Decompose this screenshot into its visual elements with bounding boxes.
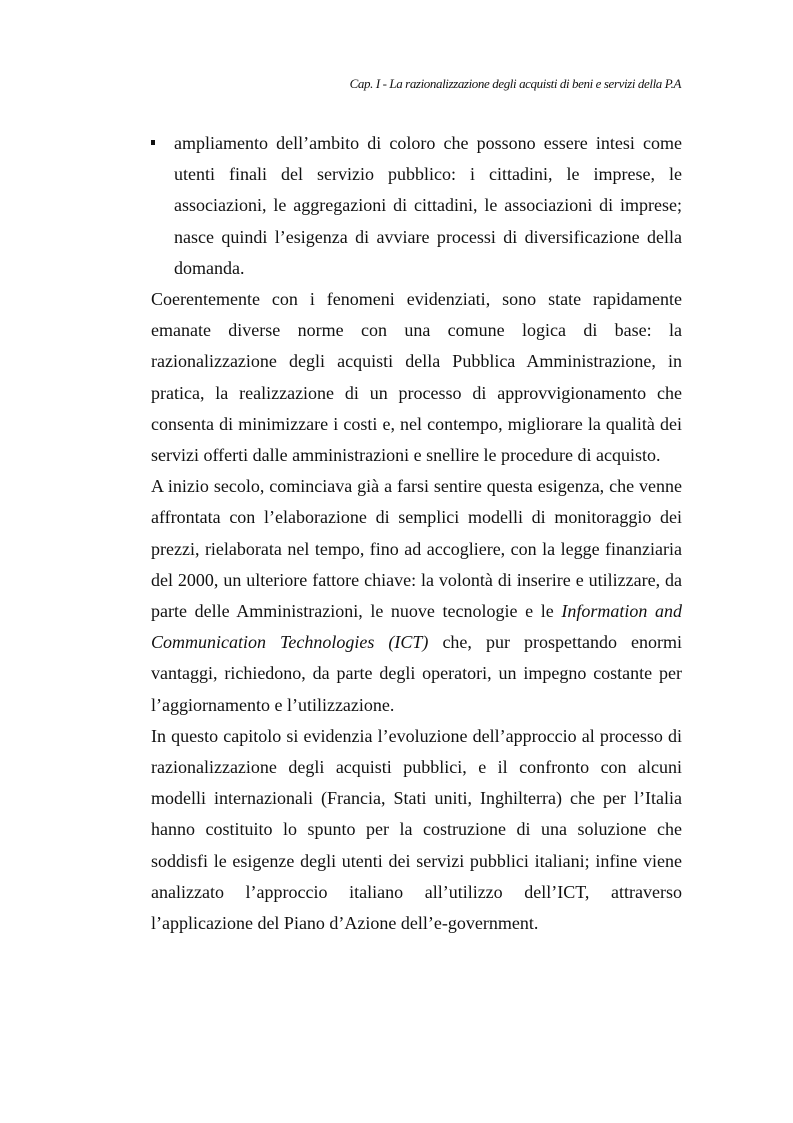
running-header: Cap. I - La razionalizzazione degli acquisti di beni e servizi della P.A bbox=[349, 76, 681, 91]
paragraph-text: A inizio secolo, cominciava già a farsi sentire questa esigenza, che venne affrontata con l’elaborazione di semplici modelli di monitoraggio dei prezzi, rielaborata nel tempo, fino ad accogliere, con la legge finanziaria del 2000, un ulteriore fattore chiave: la volontà di inserire e utilizzare, da parte delle Amministrazioni, le nuove tecnologie e le bbox=[151, 476, 682, 622]
paragraph-text: che, pur prospettando enormi vantaggi, richiedono, da parte degli operatori, un impegno costante per l’aggiornamento e l’utilizzazione. bbox=[151, 632, 682, 715]
bullet-text: ampliamento dell’ambito di coloro che possono essere intesi come utenti finali del servizio pubblico: i cittadini, le imprese, le associazioni, le aggregazioni di cittadini, le associazioni di imprese; nasce quindi l’esigenza di avviare processi di diversificazione della domanda. bbox=[174, 133, 682, 278]
paragraph-coerentemente: Coerentemente con i fenomeni evidenziati, sono state rapidamente emanate diverse norme con una comune logica di base: la razionalizzazione degli acquisti della Pubblica Amministrazione, in pratica, la realizzazione di un processo di approvvigionamento che consenta di minimizzare i costi e, nel contempo, migliorare la qualità dei servizi offerti dalle amministrazioni e snellire le procedure di acquisto. bbox=[151, 289, 682, 466]
bullet-list-item bbox=[151, 128, 682, 284]
paragraph-inizio-secolo bbox=[151, 471, 682, 721]
italic-term-ict: Information and Communication Technologies (ICT) bbox=[151, 601, 682, 653]
document-body bbox=[151, 128, 682, 939]
paragraph-capitolo: In questo capitolo si evidenzia l’evoluzione dell’approccio al processo di razionalizzazione degli acquisti pubblici, e il confronto con alcuni modelli internazionali (Francia, Stati uniti, Inghilterra) che per l’Italia hanno costituito lo spunto per la costruzione di una soluzione che soddisfi le esigenze degli utenti dei servizi pubblici italiani; infine viene analizzato l’approccio italiano all’utilizzo dell’ICT, attraverso l’applicazione del Piano d’Azione dell’e-government. bbox=[151, 725, 682, 934]
square-bullet-icon bbox=[151, 140, 155, 145]
